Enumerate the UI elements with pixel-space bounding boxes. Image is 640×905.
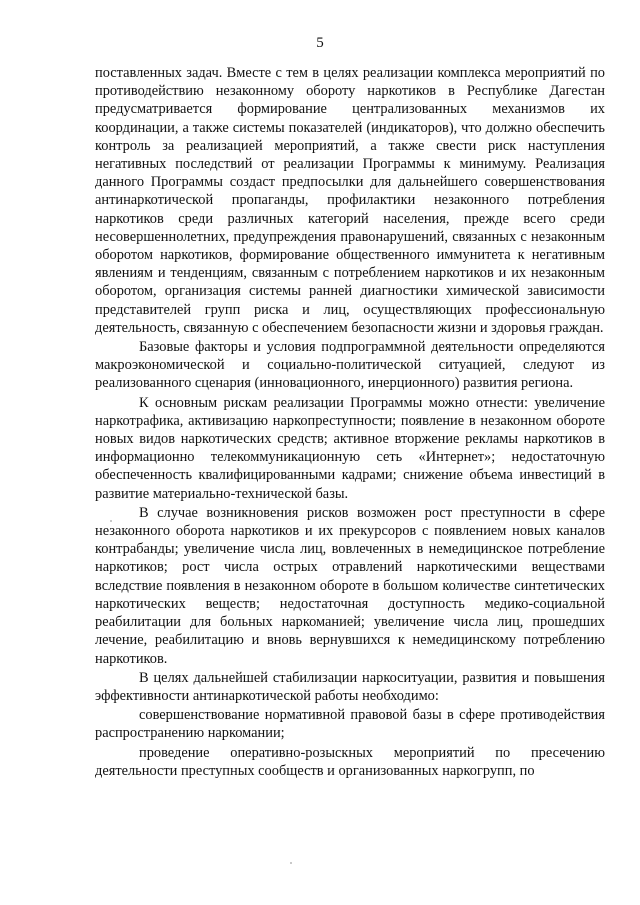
paragraph-tasks-continuation: поставленных задач. Вместе с тем в целях реализации комплекса мероприятий по противодействию незаконному обороту наркотиков в Республике Дагестан предусматривается формирование централизованных механизмов их координации, а также системы показателей (индикаторов), что должно обеспечить контроль за реализацией мероприятий, а также свести риск наступления негативных последствий от реализации Программы к минимуму. Реализация данного Программы создаст предпосылки для дальнейшего совершенствования антинаркотической пропаганды, профилактики незаконного потребления наркотиков среди различных категорий населения, прежде всего среди несовершеннолетних, предупреждения правонарушений, связанных с незаконным оборотом наркотиков, формирование общественного иммунитета к негативным явлениям и тенденциям, связанным с потреблением наркотиков и их незаконным оборотом, организация системы ранней диагностики химической зависимости представителей групп риска и лиц, осуществляющих профессиональную деятельность, связанную с обеспечением безопасности жизни и здоровья граждан. — [95, 65, 605, 336]
scan-speck — [110, 520, 112, 522]
paragraph-base-factors: Базовые факторы и условия подпрограммной деятельности определяются макроэкономической и социально-политической ситуацией, следуют из реализованного сценария (инновационного, инерционного) развития региона. — [95, 339, 605, 392]
paragraph-main-risks: К основным рискам реализации Программы можно отнести: увеличение наркотрафика, активизацию наркопреступности; появление в незаконном обороте новых видов наркотических средств; активное вторжение рекламы наркотиков в информационно телекоммуникационную сеть «Интернет»; недостаточную обеспеченность квалифицированными кадрами; снижение объема инвестиций в развитие материально-технической базы. — [95, 394, 605, 502]
paragraph-stabilization-goals: В целях дальнейшей стабилизации наркоситуации, развития и повышения эффективности антинаркотической работы необходимо: — [95, 669, 605, 704]
document-body — [95, 64, 605, 780]
list-item-operational-measures: проведение оперативно-розыскных мероприятий по пресечению деятельности преступных сообществ и организованных наркогрупп, по — [95, 744, 605, 779]
scan-speck — [290, 862, 292, 864]
paragraph-risk-consequences: В случае возникновения рисков возможен рост преступности в сфере незаконного оборота наркотиков и их прекурсоров с появлением новых каналов контрабанды; увеличение числа лиц, вовлеченных в немедицинское потребление наркотиков; рост числа острых отравлений наркотическими веществами вследствие появления в незаконном обороте в большом количестве синтетических наркотических веществ; недостаточная доступность медико-социальной реабилитации для больных наркоманией; увеличение числа лиц, прошедших лечение, реабилитацию и вновь вернувшихся к немедицинскому потреблению наркотиков. — [95, 504, 605, 667]
list-item-legal-framework: совершенствование нормативной правовой базы в сфере противодействия распространению наркомании; — [95, 707, 605, 742]
page-number: 5 — [316, 35, 324, 51]
